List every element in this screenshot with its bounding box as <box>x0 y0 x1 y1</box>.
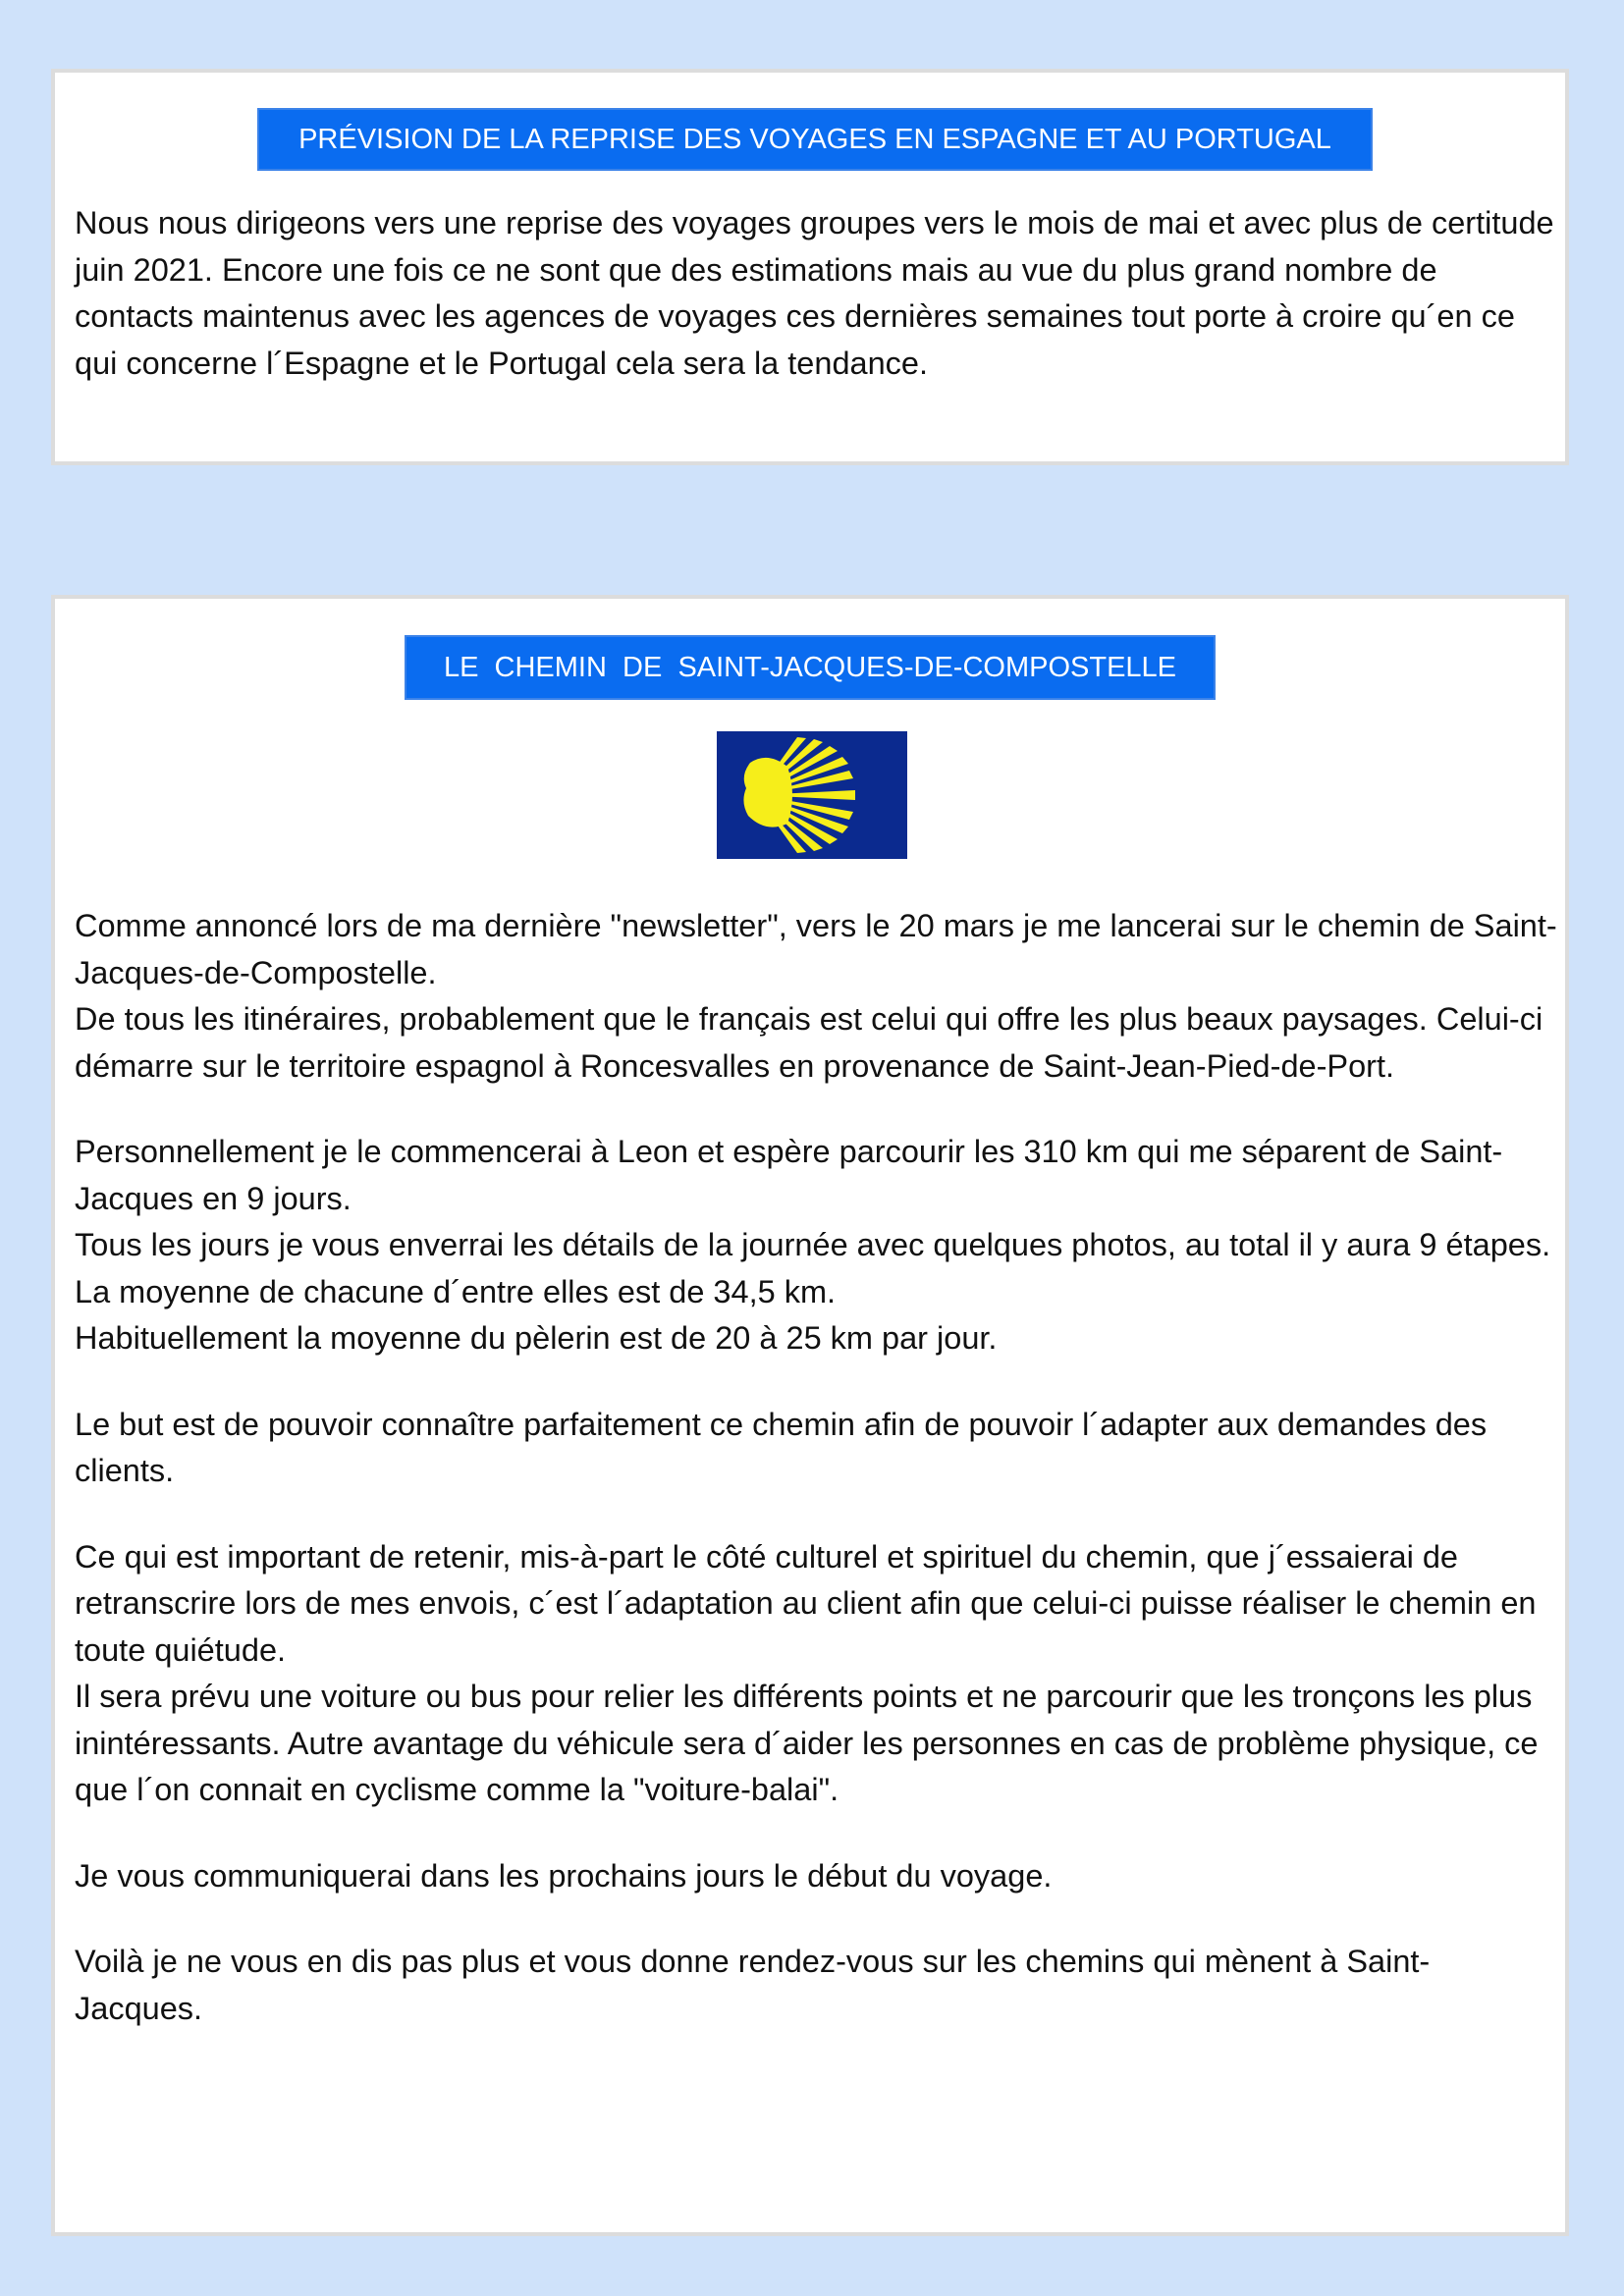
paragraph-line: Habituellement la moyenne du pèlerin est de 20 à 25 km par jour. <box>75 1320 998 1356</box>
section-heading: PRÉVISION DE LA REPRISE DES VOYAGES EN ESPAGNE ET AU PORTUGAL <box>257 108 1373 171</box>
paragraph-line: De tous les itinéraires, probablement que le français est celui qui offre les plus beaux paysages. Celui-ci démarre sur le territoire espagnol à Roncesvalles en provenance de Saint-Jean-Pied-de-Port. <box>75 1001 1543 1084</box>
paragraph-line: Je vous communiquerai dans les prochains jours le début du voyage. <box>75 1857 1053 1894</box>
camino-card <box>51 595 1569 2236</box>
scallop-shell-flag-icon <box>717 731 907 859</box>
paragraph-line: Ce qui est important de retenir, mis-à-part le côté culturel et spirituel du chemin, que j´essaierai de retranscrire lors de mes envois, c´est l´adaptation au client afin que celui-ci puisse réaliser le chemin en toute quiétude. <box>75 1538 1537 1668</box>
paragraph-line: Comme annoncé lors de ma dernière "newsletter", vers le 20 mars je me lancerai sur le chemin de Saint-Jacques-de-Compostelle. <box>75 908 1557 990</box>
paragraph-line: Le but est de pouvoir connaître parfaitement ce chemin afin de pouvoir l´adapter aux demandes des clients. <box>75 1406 1488 1488</box>
travel-resumption-card <box>51 69 1569 465</box>
paragraph-line: Voilà je ne vous en dis pas plus et vous donne rendez-vous sur les chemins qui mènent à Saint-Jacques. <box>75 1944 1431 2026</box>
paragraph-line: Nous nous dirigeons vers une reprise des voyages groupes vers le mois de mai et avec plus de certitude juin 2021. Encore une fois ce ne sont que des estimations mais au vue du plus grand nombre de contacts maintenus avec les agences de voyages ces dernières semaines tout porte à croire qu´en ce qui concerne l´Espagne et le Portugal cela sera la tendance. <box>75 205 1554 381</box>
article-body <box>75 903 1557 2032</box>
paragraph <box>75 200 1557 387</box>
paragraph-line: Tous les jours je vous enverrai les détails de la journée avec quelques photos, au total il y aura 9 étapes. La moyenne de chacune d´entre elles est de 34,5 km. <box>75 1227 1551 1309</box>
paragraph-line: Il sera prévu une voiture ou bus pour relier les différents points et ne parcourir que les tronçons les plus inintéressants. Autre avantage du véhicule sera d´aider les personnes en cas de problème physique, ce que l´on connait en cyclisme comme la "voiture-balai". <box>75 1679 1539 1807</box>
paragraph-line: Personnellement je le commencerai à Leon et espère parcourir les 310 km qui me séparent de Saint-Jacques en 9 jours. <box>75 1134 1503 1216</box>
section-heading: LE CHEMIN DE SAINT-JACQUES-DE-COMPOSTELLE <box>405 635 1216 700</box>
